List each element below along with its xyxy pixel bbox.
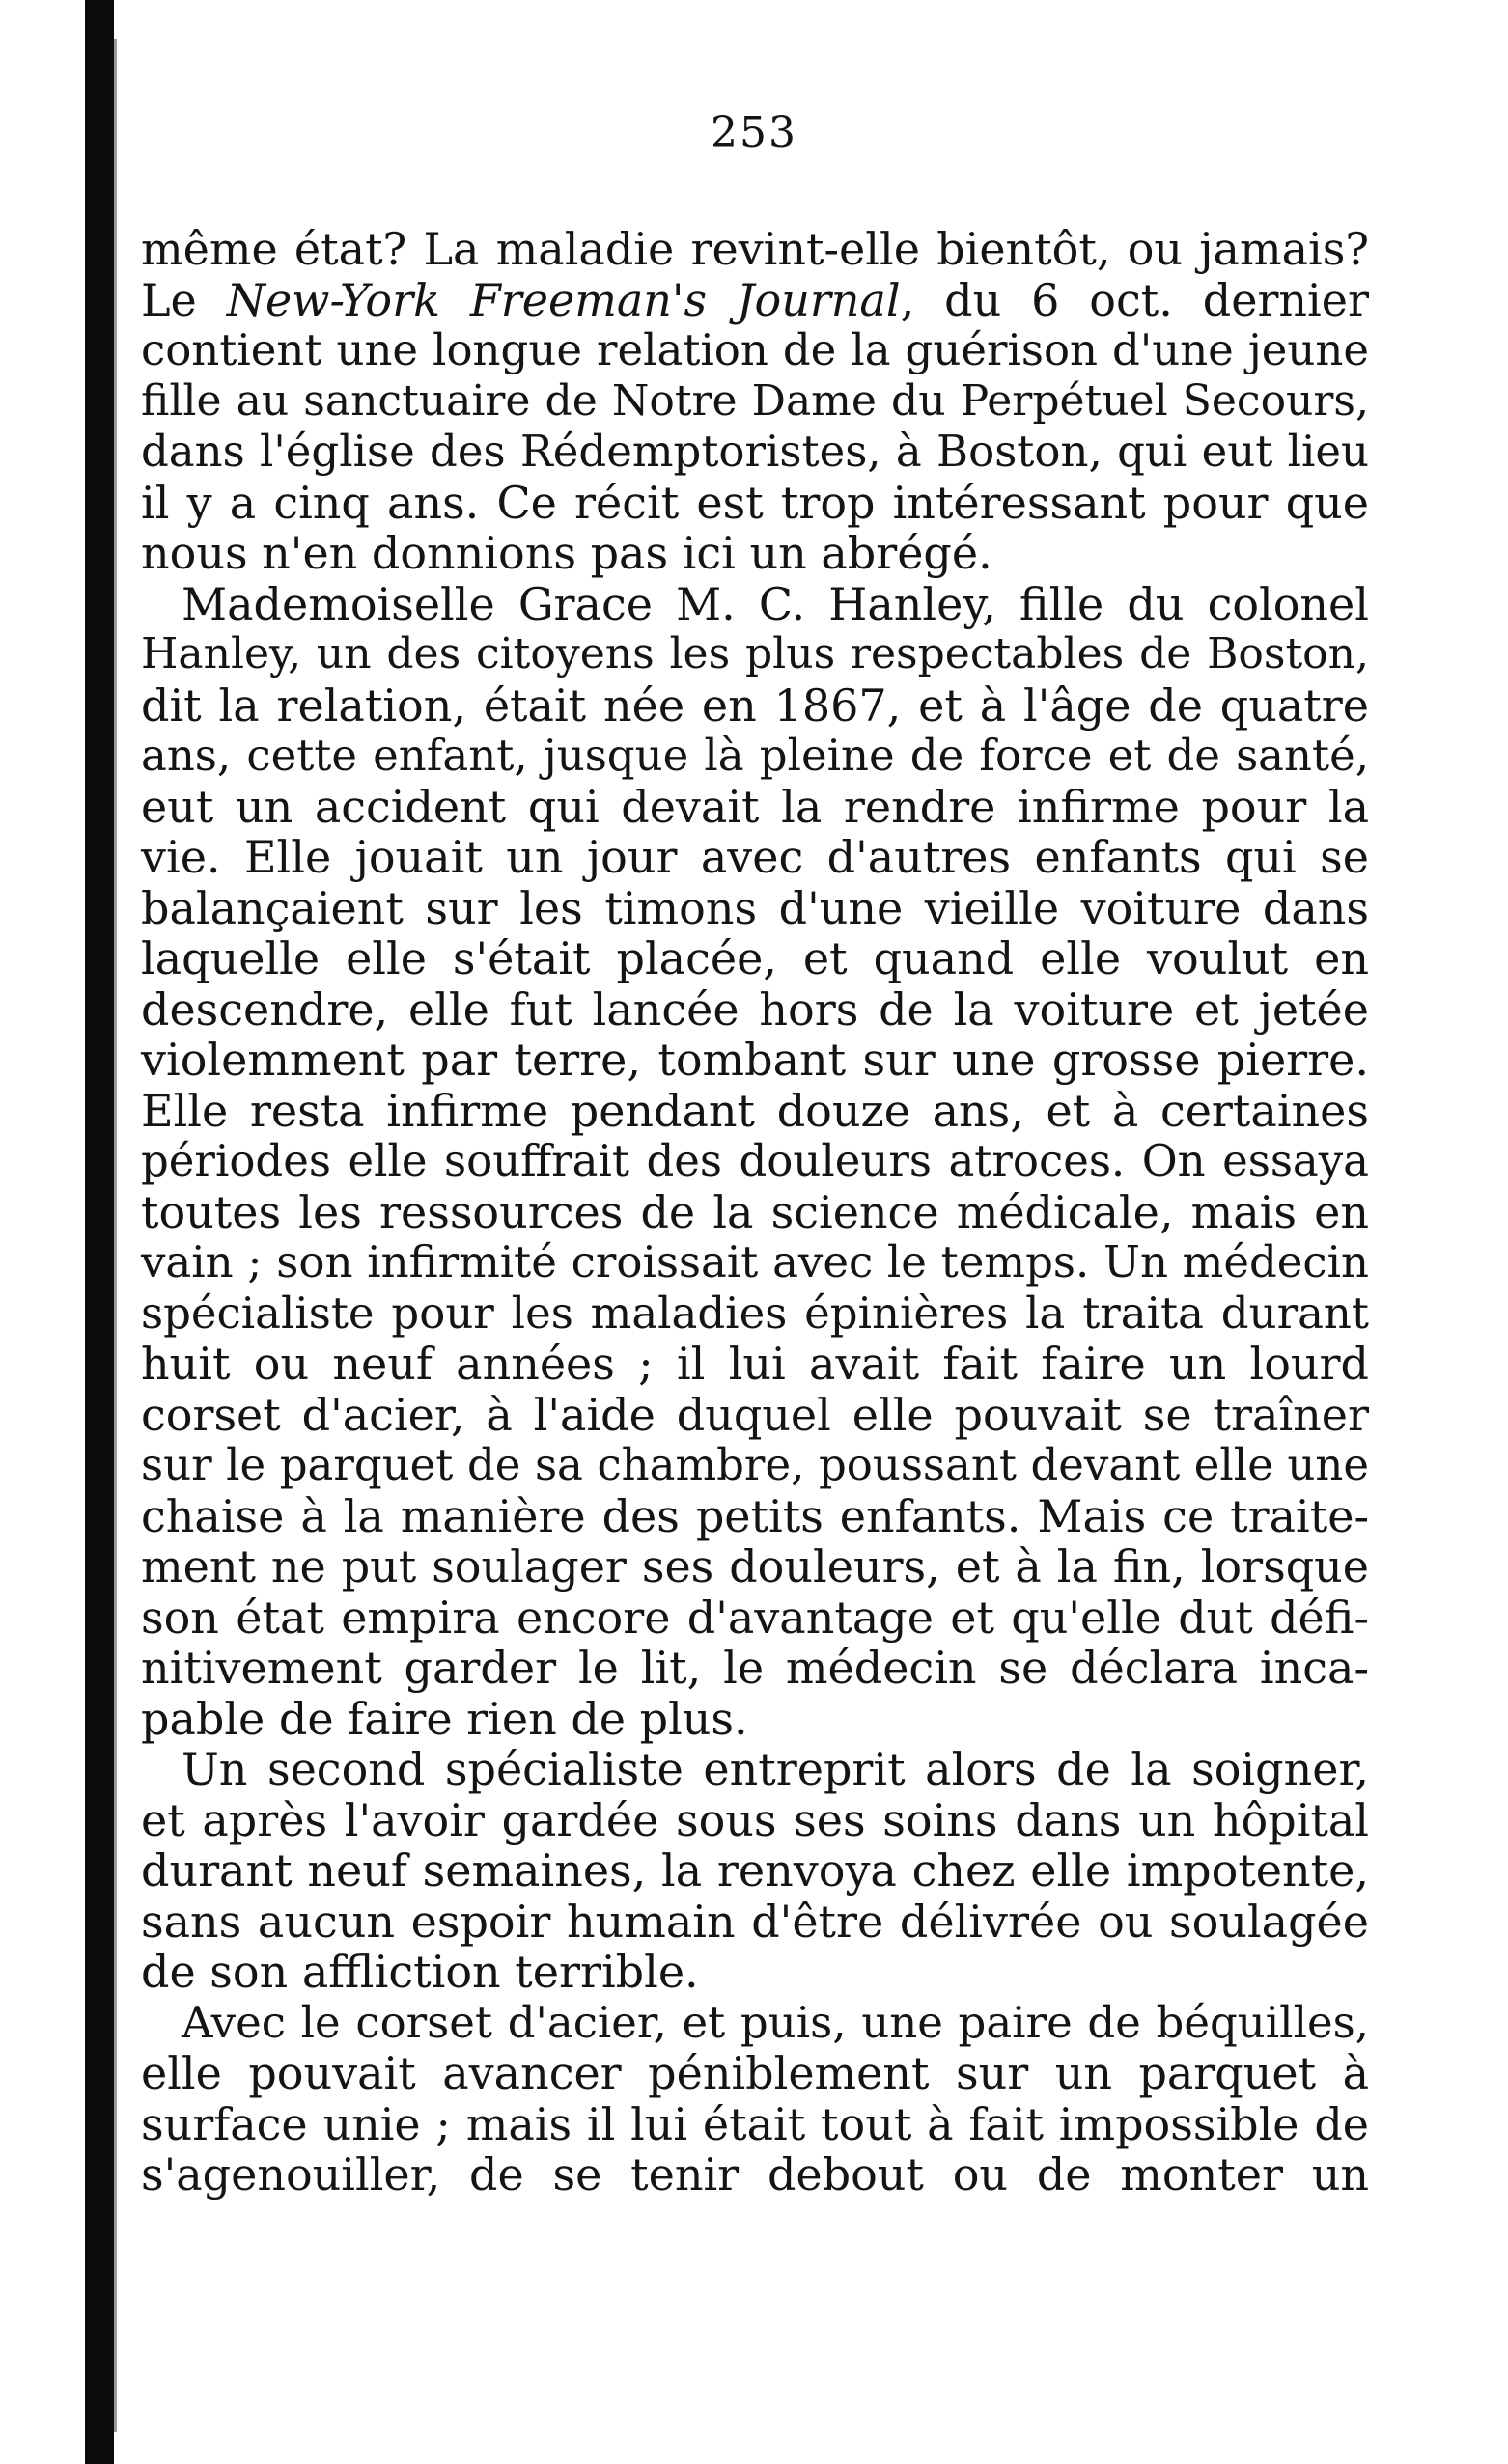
text-line	[141, 731, 1369, 782]
text-line	[141, 883, 1369, 934]
text-line-segment: eut un accident qui devait la rendre infirme pour la	[141, 780, 1369, 833]
text-line	[141, 275, 1369, 326]
text-line	[141, 1744, 1369, 1795]
page-binding-edge	[85, 0, 114, 2464]
text-line-segment: nitivement garder le lit, le médecin se déclara inca-	[141, 1642, 1369, 1694]
text-line-segment: contient une longue relation de la guérison d'une jeune	[141, 324, 1369, 375]
text-line-segment: fille au sanctuaire de Notre Dame du Perpétuel Secours,	[141, 375, 1369, 426]
page-binding-shadow	[114, 39, 117, 2432]
text-line-segment: vain ; son infirmité croissait avec le temps. Un médecin	[141, 1236, 1369, 1287]
text-line	[141, 1390, 1369, 1441]
text-line-segment: vie. Elle jouait un jour avec d'autres enfants qui se	[141, 831, 1369, 883]
text-line	[141, 2048, 1369, 2099]
text-line	[141, 1339, 1369, 1390]
text-line	[141, 933, 1369, 984]
text-line	[141, 224, 1369, 275]
text-line-segment: durant neuf semaines, la renvoya chez elle impotente,	[141, 1844, 1369, 1896]
text-line	[141, 325, 1369, 376]
text-line-segment: Hanley, un des citoyens les plus respectables de Boston,	[141, 629, 1369, 678]
text-line	[141, 782, 1369, 833]
text-line-segment: Avec le corset d'acier, et puis, une paire de béquilles,	[182, 1996, 1369, 2048]
text-line	[141, 1694, 1369, 1745]
text-line	[141, 376, 1369, 428]
text-line	[141, 1136, 1369, 1187]
text-line	[141, 1491, 1369, 1542]
text-line	[141, 1795, 1369, 1846]
text-line	[141, 1643, 1369, 1694]
text-line	[141, 1288, 1369, 1340]
text-line-segment: toutes les ressources de la science médicale, mais en	[141, 1185, 1369, 1238]
text-line	[141, 427, 1369, 478]
text-line-segment: huit ou neuf années ; il lui avait fait faire un lourd	[141, 1338, 1369, 1390]
text-line	[141, 629, 1369, 680]
text-line	[141, 478, 1369, 529]
text-line-segment: ment ne put soulager ses douleurs, et à la fin, lorsque	[141, 1540, 1369, 1592]
text-line	[141, 1845, 1369, 1896]
text-line	[141, 2149, 1369, 2201]
text-line-segment: même état? La maladie revint-elle bientôt, ou jamais?	[141, 223, 1369, 275]
text-line-segment: corset d'acier, à l'aide duquel elle pouvait se traîner	[141, 1388, 1369, 1441]
text-line	[141, 984, 1369, 1036]
text-line-segment: il y a cinq ans. Ce récit est trop intéressant pour que	[141, 476, 1369, 529]
text-line	[141, 1237, 1369, 1288]
text-line-segment: elle pouvait avancer péniblement sur un parquet à	[141, 2047, 1369, 2099]
text-line-segment: Mademoiselle Grace M. C. Hanley, fille du colonel	[182, 577, 1369, 630]
text-line	[141, 832, 1369, 883]
text-line-segment: périodes elle souffrait des douleurs atroces. On essaya	[141, 1135, 1369, 1186]
text-line-segment: sans aucun espoir humain d'être délivrée ou soulagée	[141, 1895, 1369, 1948]
text-line-segment: s'agenouiller, de se tenir debout ou de monter un	[141, 2148, 1369, 2201]
text-line-segment: dans l'église des Rédemptoristes, à Boston, qui eut lieu	[141, 426, 1369, 477]
text-line	[141, 1998, 1369, 2049]
text-line	[141, 1541, 1369, 1592]
text-line	[141, 1592, 1369, 1644]
text-line-segment: balançaient sur les timons d'une vieille voiture dans	[141, 881, 1369, 934]
text-line-segment: laquelle elle s'était placée, et quand elle voulut en	[141, 932, 1369, 984]
text-line-segment: son état empira encore d'avantage et qu'elle dut défi-	[141, 1591, 1369, 1644]
text-line	[141, 1035, 1369, 1086]
text-line	[141, 1187, 1369, 1238]
text-line-segment: de son affliction terrible.	[141, 1946, 699, 1998]
text-line-segment: Elle resta infirme pendant douze ans, et à certaines	[141, 1084, 1369, 1137]
text-line-segment: ans, cette enfant, jusque là pleine de force et de santé,	[141, 730, 1369, 781]
text-line	[141, 528, 1369, 579]
text-line-segment: Un second spécialiste entreprit alors de la soigner,	[182, 1743, 1369, 1795]
text-line-segment: Le	[141, 273, 227, 326]
page-number: 253	[711, 108, 797, 157]
text-line	[141, 680, 1369, 732]
text-line-segment: spécialiste pour les maladies épinières la traita durant	[141, 1287, 1369, 1339]
text-line	[141, 1086, 1369, 1137]
text-line	[141, 1440, 1369, 1491]
text-line-segment: violemment par terre, tombant sur une grosse pierre.	[141, 1034, 1369, 1086]
text-line-segment: , du 6 oct. dernier	[900, 273, 1369, 326]
text-line-segment: chaise à la manière des petits enfants. Mais ce traite-	[141, 1489, 1369, 1542]
text-line-segment: nous n'en donnions pas ici un abrégé.	[141, 527, 992, 579]
body-text	[141, 224, 1369, 2201]
text-line-segment: pable de faire rien de plus.	[141, 1692, 748, 1745]
text-line	[141, 1947, 1369, 1998]
text-line	[141, 579, 1369, 630]
text-line-segment: sur le parquet de sa chambre, poussant devant elle une	[141, 1439, 1369, 1490]
text-line-segment: et après l'avoir gardée sous ses soins dans un hôpital	[141, 1793, 1369, 1846]
text-line-segment: surface unie ; mais il lui était tout à fait impossible de	[141, 2097, 1369, 2150]
text-line-segment: dit la relation, était née en 1867, et à l'âge de quatre	[141, 678, 1369, 732]
journal-title: New-York Freeman's Journal	[226, 273, 901, 326]
text-line	[141, 1896, 1369, 1948]
text-line-segment: descendre, elle fut lancée hors de la voiture et jetée	[141, 983, 1369, 1036]
text-line	[141, 2099, 1369, 2150]
